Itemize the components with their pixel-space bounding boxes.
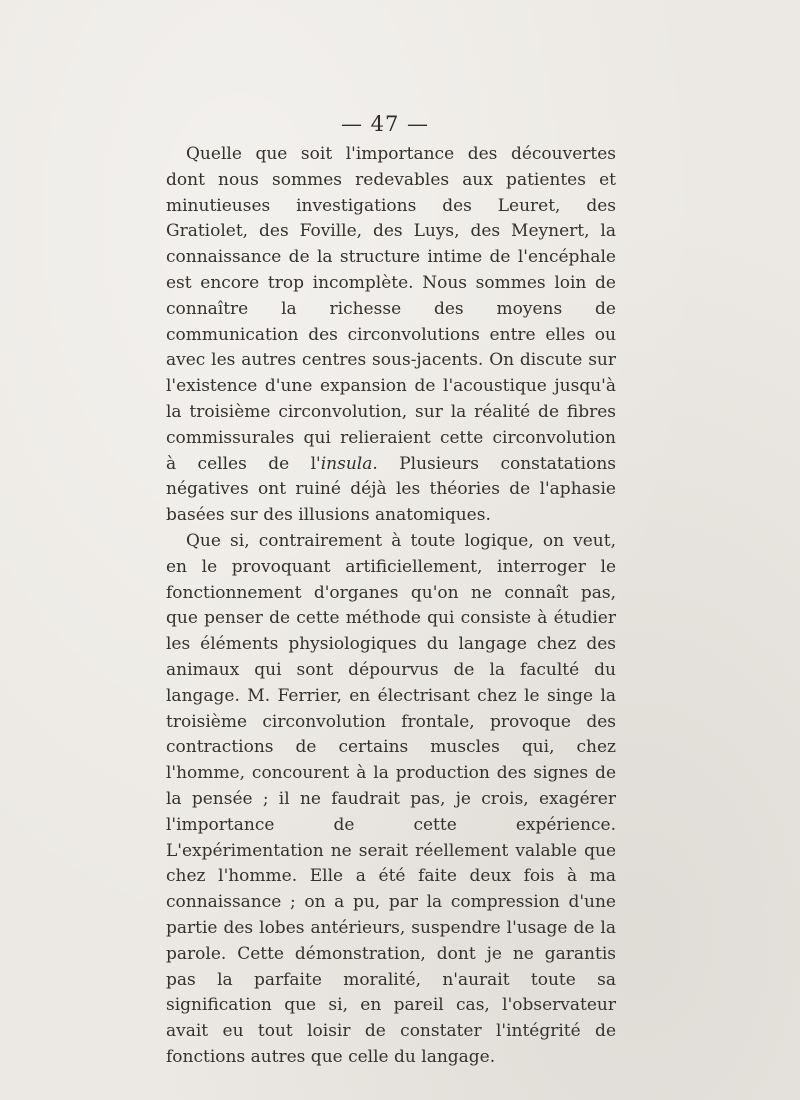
italic-term: insula [320, 453, 373, 474]
paragraph-1-text: Quelle que soit l'importance des découvertes dont nous sommes redevables aux patientes et minutieuses investigations des Leuret, des Gratiolet, des Foville, des Luys, des Meynert, la connaissance de la structure intime de l'encéphale est encore trop incomplète. Nous sommes loin de connaître la richesse des moyens de communication des circonvolutions entre elles ou avec les autres centres sous-jacents. On discute sur l'existence d'une expansion de l'acoustique jusqu'à la troisième circonvolution, sur la réalité de fibres commissurales qui relieraient cette circonvolution à celles de l' [166, 144, 616, 474]
page-number: — 47 — [340, 112, 430, 136]
paragraph-2: Que si, contrairement à toute logique, on veut, en le provoquant artificiellement, interroger le fonctionnement d'organes qu'on ne connaît pas, que penser de cette méthode qui consiste à étudier les éléments physiologiques du langage chez des animaux qui sont dépourvus de la faculté du langage. M. Ferrier, en électrisant chez le singe la troisième circonvolution frontale, provoque des contractions de certains muscles qui, chez l'homme, concourent à la production des signes de la pensée ; il ne faudrait pas, je crois, exagérer l'importance de cette expérience. L'expérimentation ne serait réellement valable que chez l'homme. Elle a été faite deux fois à ma connaissance ; on a pu, par la compression d'une partie des lobes antérieurs, suspendre l'usage de la parole. Cette démonstration, dont je ne garantis pas la parfaite moralité, n'aurait toute sa signification que si, en pareil cas, l'observateur avait eu tout loisir de constater l'intégrité de fonctions autres que celle du langage. [166, 530, 616, 1067]
body-text [166, 142, 616, 1071]
paragraph-1-text-end: . Plusieurs constatations négatives ont ruiné déjà les théories de l'aphasie basées sur des illusions anatomiques. [166, 453, 616, 526]
paragraph-1 [166, 142, 616, 529]
